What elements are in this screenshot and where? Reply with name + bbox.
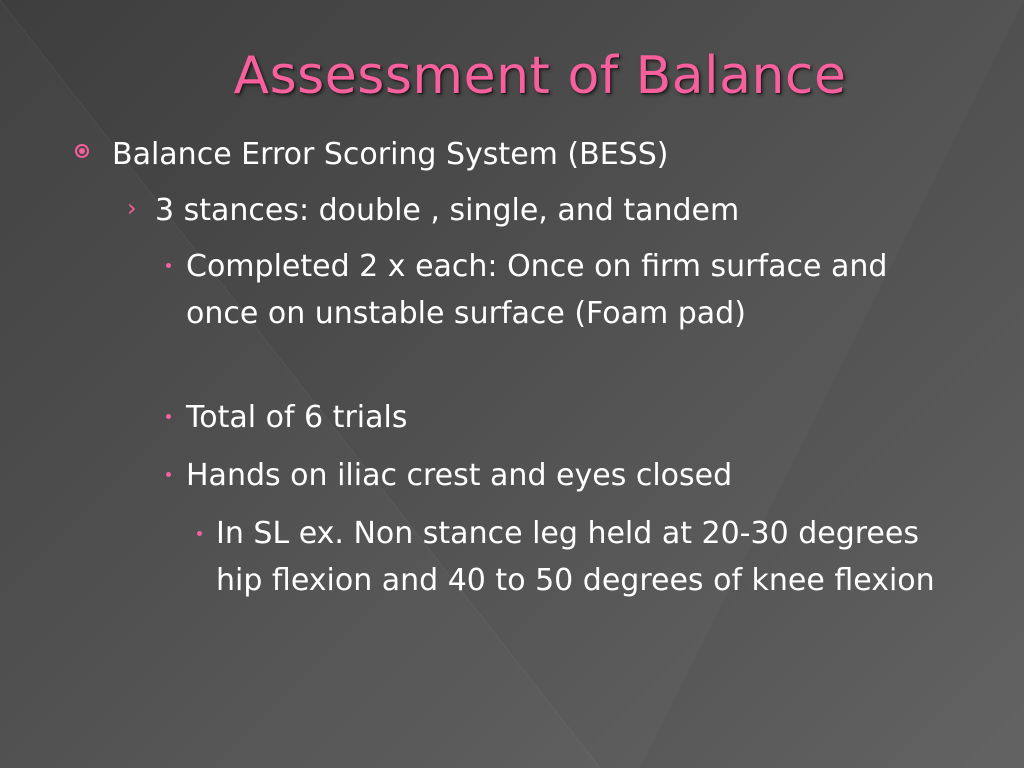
dot-icon <box>166 414 171 419</box>
bullet-level4-sl: In SL ex. Non stance leg held at 20-30 degrees hip flexion and 40 to 50 degrees of knee flexion <box>216 516 935 598</box>
dot-icon <box>166 472 171 477</box>
bullet-level3-total: Total of 6 trials <box>186 400 408 435</box>
slide-title: Assessment of Balance <box>233 46 847 106</box>
dot-icon <box>166 263 171 268</box>
bullet-level1: Balance Error Scoring System (BESS) <box>112 137 669 172</box>
chevron-right-icon: › <box>127 194 137 222</box>
bullet-level2: 3 stances: double , single, and tandem <box>155 193 740 228</box>
dot-icon <box>197 531 202 536</box>
target-circle-icon <box>75 144 89 158</box>
bullet-level3-completed: Completed 2 x each: Once on firm surface and once on unstable surface (Foam pad) <box>186 249 888 331</box>
bullet-level3-hands: Hands on iliac crest and eyes closed <box>186 458 733 493</box>
